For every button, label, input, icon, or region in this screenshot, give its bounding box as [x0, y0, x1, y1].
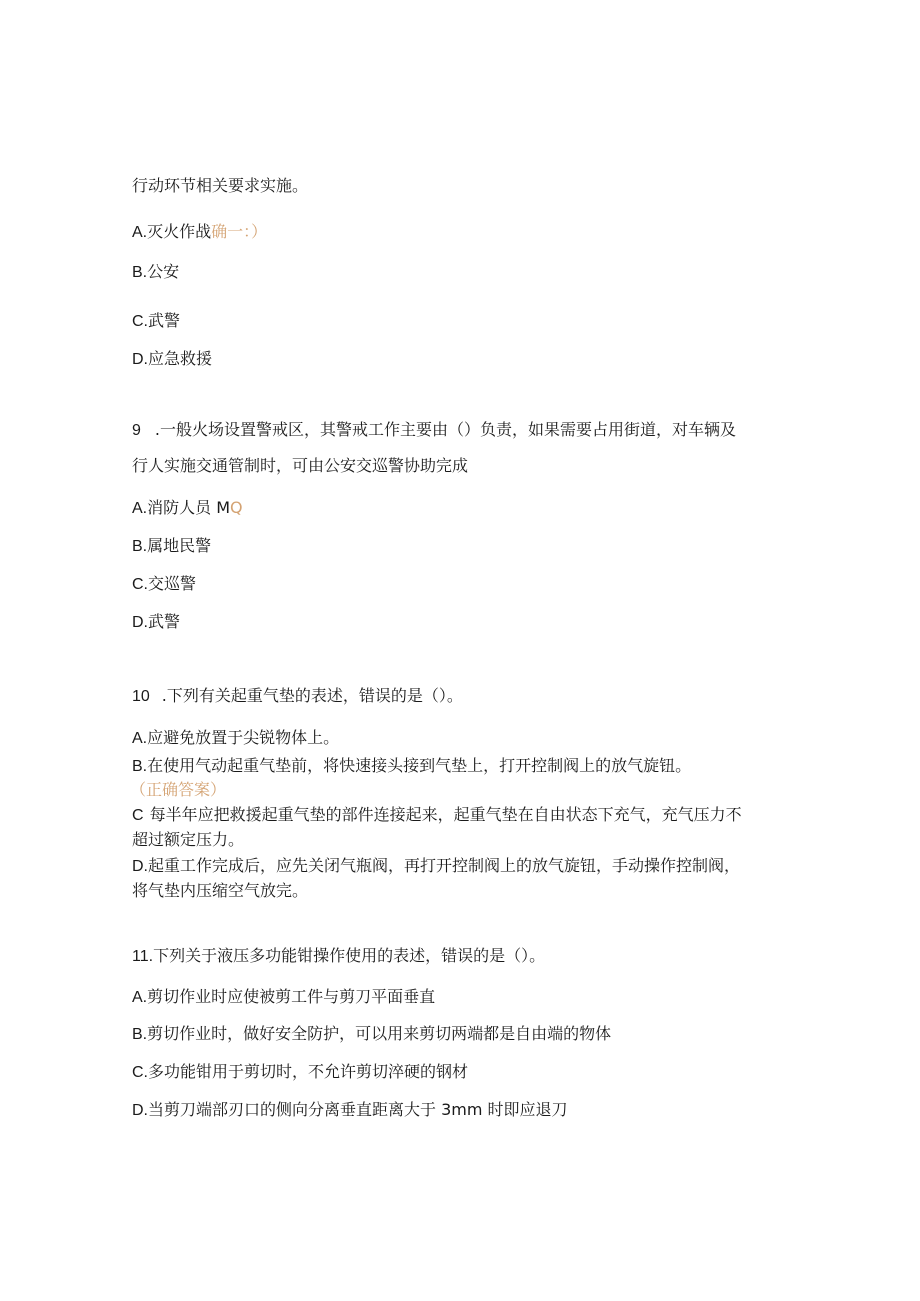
- option-text: 剪切作业时，做好安全防护，可以用来剪切两端都是自由端的物体: [147, 1024, 612, 1043]
- q10-question: [132, 684, 463, 709]
- q11-option-c: [132, 1060, 468, 1085]
- option-letter: D.: [132, 351, 148, 368]
- q8-option-c: [132, 309, 180, 334]
- option-letter: A.: [132, 500, 148, 517]
- option-text: 公安: [147, 262, 180, 281]
- q10-option-d-cont: 将气垫内压缩空气放完。: [132, 881, 309, 900]
- option-text: 武警: [148, 612, 181, 631]
- option-letter: A.: [132, 224, 148, 241]
- q11-option-b: [132, 1022, 611, 1047]
- q8-option-d: [132, 347, 212, 372]
- option-text: 属地民警: [147, 536, 212, 555]
- q10-option-c-cont: 超过额定压力。: [132, 830, 245, 849]
- option-text: 剪切作业时应使被剪工件与剪刀平面垂直: [147, 987, 436, 1006]
- q8-option-b: [132, 260, 179, 285]
- q9-option-b: [132, 534, 211, 559]
- option-letter: A.: [132, 989, 148, 1006]
- option-letter: C.: [132, 1064, 148, 1081]
- q10-option-a: [132, 726, 339, 751]
- option-letter: A.: [132, 730, 148, 747]
- option-text: 应避免放置于尖锐物体上。: [147, 728, 340, 747]
- q11-option-d: [132, 1098, 568, 1123]
- q9-option-d: [132, 610, 180, 635]
- question-text: .一般火场设置警戒区，其警戒工作主要由（）负责，如果需要占用街道，对车辆及: [154, 420, 736, 439]
- q11-question: [132, 944, 545, 969]
- option-text: 武警: [148, 311, 181, 330]
- option-letter: B.: [132, 758, 148, 775]
- option-text: 灭火作战: [147, 222, 212, 241]
- option-text: 在使用气动起重气垫前，将快速接头接到气垫上，打开控制阀上的放气旋钮。: [147, 756, 692, 775]
- q9-question: [132, 418, 736, 443]
- answer-mark: Q: [230, 498, 243, 517]
- option-text: 起重工作完成后，应先关闭气瓶阀，再打开控制阀上的放气旋钮，手动操作控制阀，: [148, 856, 741, 875]
- option-letter: C: [132, 807, 144, 824]
- option-text: 消防人员 M: [147, 498, 231, 517]
- q10-option-b: [132, 754, 691, 779]
- option-text: 当剪刀端部刃口的侧向分离垂直距离大于 3mm 时即应退刀: [148, 1100, 568, 1119]
- option-letter: B.: [132, 538, 148, 555]
- option-letter: B.: [132, 1026, 148, 1043]
- question-number: 10: [132, 688, 150, 705]
- q8-option-a: [132, 220, 267, 245]
- option-letter: C.: [132, 313, 148, 330]
- q9-question-cont: 行人实施交通管制时，可由公安交巡警协助完成: [132, 456, 469, 475]
- option-letter: D.: [132, 858, 148, 875]
- option-letter: D.: [132, 614, 148, 631]
- q8-tail-text: 行动环节相关要求实施。: [132, 176, 309, 195]
- question-text: 下列关于液压多功能钳操作使用的表述，错误的是（）。: [153, 946, 546, 965]
- question-text: .下列有关起重气垫的表述，错误的是（）。: [161, 686, 463, 705]
- q10-option-d: [132, 854, 740, 879]
- option-text: 每半年应把救援起重气垫的部件连接起来，起重气垫在自由状态下充气，充气压力不: [149, 805, 742, 824]
- q11-option-a: [132, 985, 435, 1010]
- correct-answer-mark: （正确答案）: [130, 780, 227, 799]
- question-number: 11.: [132, 948, 154, 965]
- option-text: 应急救援: [148, 349, 213, 368]
- question-number: 9: [132, 422, 141, 439]
- q9-option-a: [132, 496, 243, 521]
- q9-option-c: [132, 572, 196, 597]
- option-letter: B.: [132, 264, 148, 281]
- answer-mark: 确一：）: [211, 222, 268, 241]
- option-letter: C.: [132, 576, 148, 593]
- option-text: 多功能钳用于剪切时，不允许剪切淬硬的钢材: [148, 1062, 469, 1081]
- option-text: 交巡警: [148, 574, 197, 593]
- option-letter: D.: [132, 1102, 148, 1119]
- q10-option-c: [132, 803, 742, 828]
